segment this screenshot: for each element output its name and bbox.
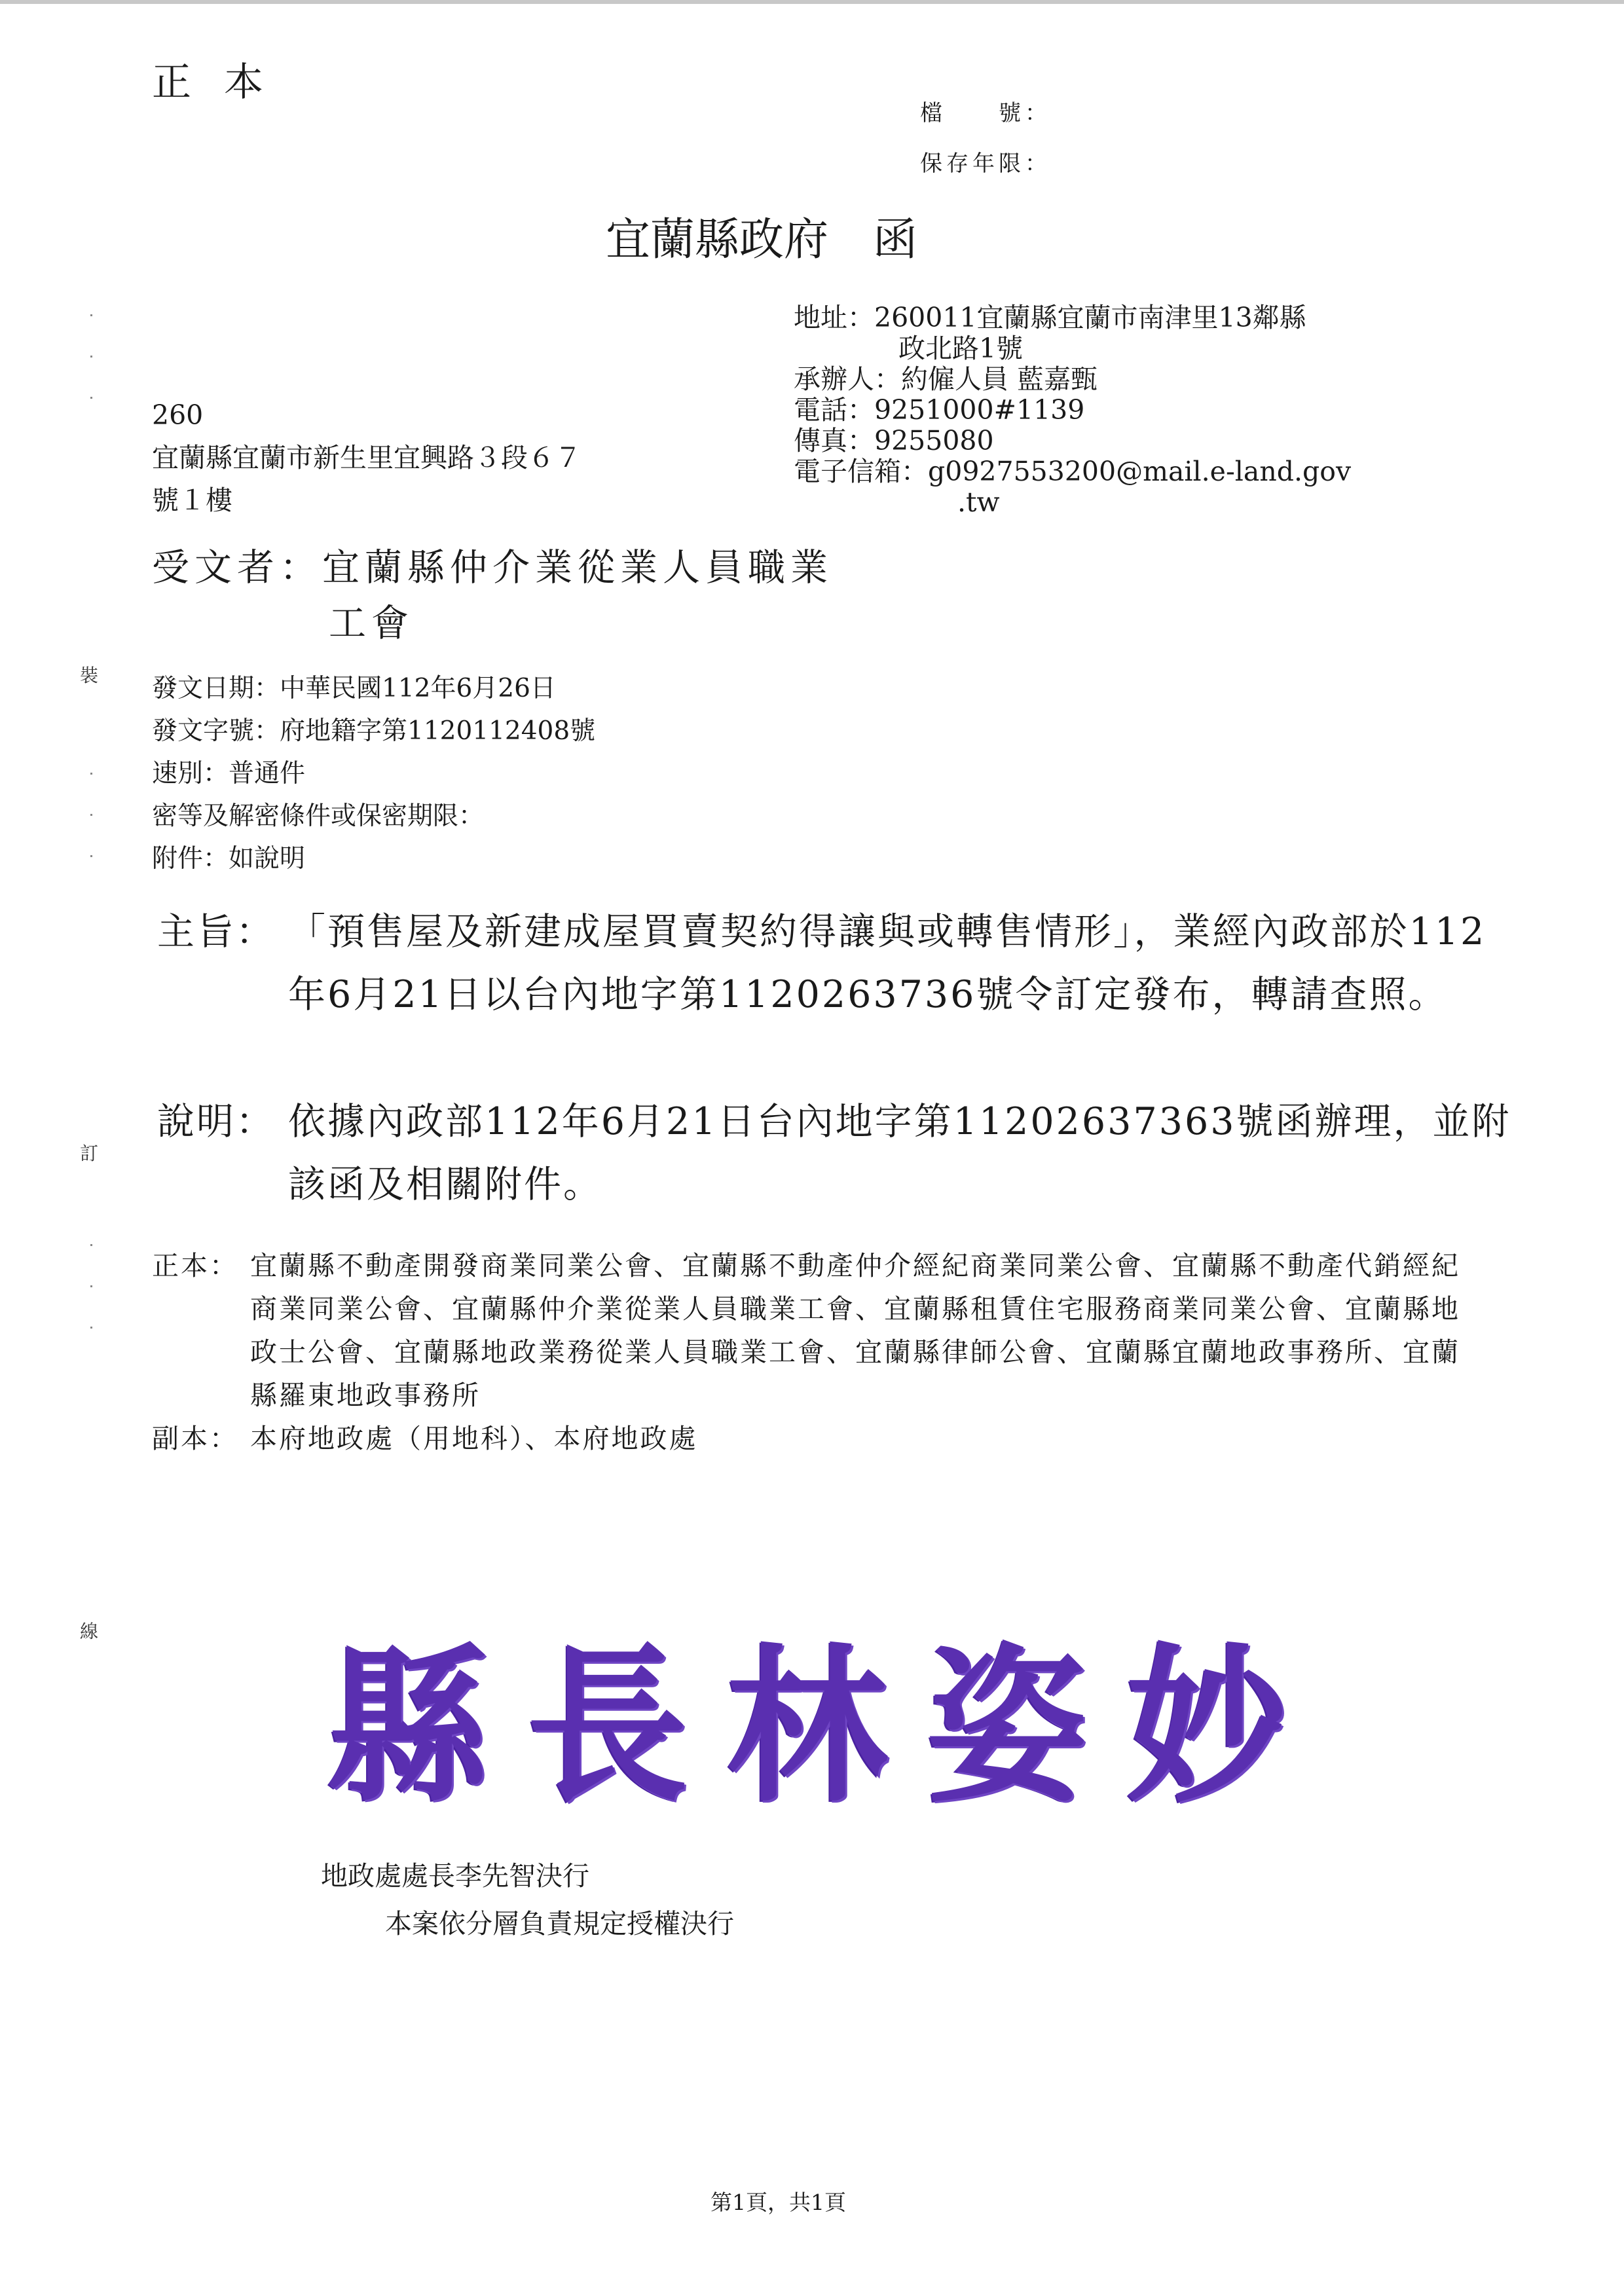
secrecy-level: 密等及解密條件或保密期限： — [152, 801, 485, 831]
explanation-text: 依據內政部112年6月21日台內地字第11202637363號函辦理，並附該函及相關附件。 — [288, 1100, 1511, 1206]
file-number-label: 檔 號： — [920, 100, 1051, 126]
original-text: 宜蘭縣不動產開發商業同業公會、宜蘭縣不動產仲介經紀商業同業公會、宜蘭縣不動產代銷經紀商業同業公會、宜蘭縣仲介業從業人員職業工會、宜蘭縣租賃住宅服務商業同業公會、宜蘭縣地政士公會、宜蘭縣地政業務從業人員職業工會、宜蘭縣律師公會、宜蘭縣宜蘭地政事務所、宜蘭縣羅東地政事務所 — [250, 1250, 1460, 1411]
binding-dots — [90, 773, 92, 896]
sender-address-line2: 政北路1號 — [898, 333, 1024, 364]
signoff-line2: 本案依分層負責規定授權決行 — [385, 1908, 734, 1939]
issue-number: 發文字號：府地籍字第1120112408號 — [152, 716, 596, 746]
binding-dots — [90, 1244, 92, 1368]
attachment: 附件：如說明 — [152, 844, 306, 873]
explanation-label: 說明： — [157, 1100, 275, 1143]
sender-email-line1: 電子信箱：g0927553200@mail.e-land.gov — [794, 456, 1352, 487]
recipient-zip: 260 — [152, 399, 204, 431]
binding-dots — [90, 314, 92, 438]
subject-label: 主旨： — [157, 910, 275, 953]
copy-stamp: 正本 — [152, 60, 296, 105]
recipient-address — [152, 394, 581, 522]
copy-label: 副本： — [152, 1423, 238, 1454]
recipient-address-line1: 宜蘭縣宜蘭市新生里宜興路３段６７ — [152, 442, 581, 473]
original-label: 正本： — [152, 1250, 238, 1281]
margin-mark-zhuang: 裝 — [80, 665, 99, 686]
receiver-line2: 工會 — [329, 602, 414, 645]
receiver-line1: 受文者：宜蘭縣仲介業從業人員職業 — [152, 546, 833, 589]
copy-text: 本府地政處（用地科）、本府地政處 — [250, 1423, 698, 1454]
magistrate-seal: 縣長林姿妙 — [327, 1626, 1326, 1826]
scan-edge — [0, 0, 1624, 4]
speed-class: 速別：普通件 — [152, 759, 306, 788]
recipient-address-line2: 號１樓 — [152, 485, 232, 516]
sender-handler: 承辦人：約僱人員 藍嘉甄 — [794, 363, 1098, 395]
retention-label: 保存年限： — [920, 151, 1051, 177]
receiver — [152, 540, 833, 652]
margin-mark-ding: 訂 — [80, 1143, 99, 1164]
sender-fax: 傳真：9255080 — [794, 425, 994, 456]
issue-date: 發文日期：中華民國112年6月26日 — [152, 674, 556, 703]
sender-address-line1: 地址：260011宜蘭縣宜蘭市南津里13鄰縣 — [794, 302, 1306, 333]
margin-mark-xian: 線 — [80, 1621, 99, 1642]
sender-phone: 電話：9251000#1139 — [794, 394, 1085, 426]
signoff-line1: 地政處處長李先智決行 — [321, 1860, 589, 1892]
sender-contact — [794, 303, 1351, 518]
subject-text: 「預售屋及新建成屋買賣契約得讓與或轉售情形」，業經內政部於112年6月21日以台內地字第1120263736號令訂定發布，轉請查照。 — [288, 910, 1486, 1016]
page-number: 第1頁，共1頁 — [710, 2190, 846, 2215]
sender-email-line2: .tw — [957, 487, 1000, 518]
document-title: 宜蘭縣政府 函 — [606, 214, 918, 266]
